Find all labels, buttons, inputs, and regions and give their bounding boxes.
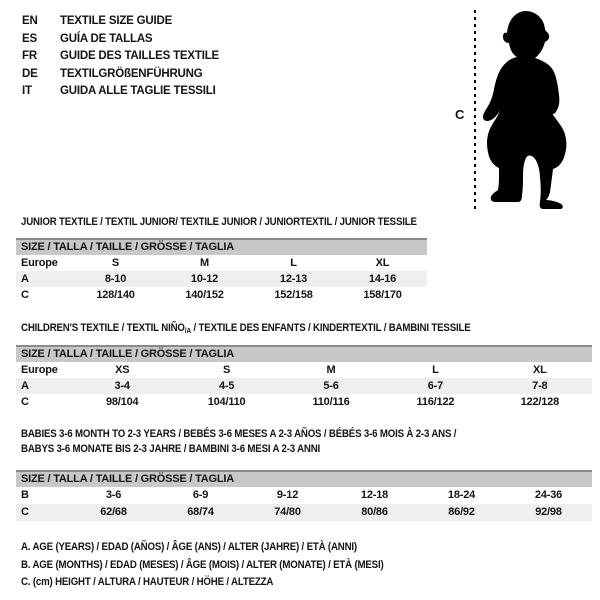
- row-label: C: [21, 396, 29, 408]
- table-cell: 68/74: [187, 506, 214, 518]
- table-cell: 3-6: [105, 489, 122, 501]
- table-cell: 6-7: [427, 380, 444, 392]
- table-row: [16, 394, 592, 410]
- language-code: FR: [22, 50, 37, 62]
- size-header-row: [16, 472, 592, 487]
- babies-table-title-line1: BABIES 3-6 MONTH TO 2-3 YEARS / BEBÉS 3-6 MESES A 2-3 AÑOS / BÉBÉS 3-6 MOIS À 2-3 ANS /: [21, 428, 457, 440]
- table-cell: 128/140: [96, 289, 135, 301]
- height-measure-dashed-line: [474, 10, 476, 211]
- footnote-c: [21, 574, 433, 592]
- table-cell: S: [223, 364, 231, 376]
- measure-c-label: C: [455, 107, 465, 122]
- table-cell: 86/92: [448, 506, 475, 518]
- table-cell: 6-9: [192, 489, 209, 501]
- table-cell: 104/110: [207, 396, 246, 408]
- children-table-title-text: [21, 321, 471, 338]
- table-row: [16, 287, 427, 303]
- size-header-label: SIZE / TALLA / TAILLE / GRÖSSE / TAGLIA: [21, 241, 235, 253]
- table-row: [16, 362, 592, 378]
- table-cell: L: [432, 364, 439, 376]
- guide-title: TEXTILE SIZE GUIDE: [60, 15, 173, 27]
- table-cell: 12-18: [360, 489, 389, 501]
- language-code: ES: [22, 32, 37, 45]
- language-title-block: [22, 13, 219, 101]
- table-cell: 116/122: [416, 396, 455, 408]
- table-cell: 158/170: [363, 289, 402, 301]
- footnote-b-text: B. AGE (MONTHS) / EDAD (MESES) / ÂGE (MOIS) / ALTER (MONATE) / ETÀ (MESI): [21, 558, 384, 571]
- table-cell: 4-5: [218, 380, 235, 392]
- language-code: IT: [22, 85, 32, 97]
- row-label: Europe: [21, 364, 58, 376]
- language-row-es: [22, 31, 219, 49]
- language-code: EN: [22, 15, 38, 27]
- babies-table-title: [21, 427, 516, 457]
- table-cell: 80/86: [361, 506, 388, 518]
- table-cell: XL: [375, 257, 390, 269]
- children-table-body: [16, 362, 592, 410]
- table-cell: 9-12: [276, 489, 299, 501]
- children-table-title: [21, 321, 532, 338]
- table-row: [16, 504, 592, 521]
- babies-table-title-line2: BABYS 3-6 MONATE BIS 2-3 JAHRE / BAMBINI 3-6 MESI A 2-3 ANNI: [21, 443, 321, 455]
- table-cell: 7-8: [532, 380, 548, 392]
- table-cell: 140/152: [185, 289, 224, 301]
- row-label: A: [21, 380, 29, 392]
- language-row-it: [22, 83, 219, 101]
- footnote-a-text: A. AGE (YEARS) / EDAD (AÑOS) / ÂGE (ANS) / ALTER (JAHRE) / ETÀ (ANNI): [21, 541, 357, 553]
- row-label: B: [21, 489, 29, 501]
- children-title-post: / TEXTILE DES ENFANTS / KINDERTEXTIL / BAMBINI TESSILE: [191, 322, 471, 334]
- language-row-fr: [22, 48, 219, 66]
- junior-size-table: [16, 238, 427, 303]
- row-label: C: [21, 506, 29, 518]
- size-header-label: SIZE / TALLA / TAILLE / GRÖSSE / TAGLIA: [21, 473, 235, 485]
- footnote-c-text: C. (cm) HEIGHT / ALTURA / HAUTEUR / HÖHE / ALTEZZA: [21, 576, 274, 588]
- table-row: [16, 271, 427, 287]
- junior-table-body: [16, 255, 427, 303]
- table-cell: 10-12: [190, 273, 219, 285]
- table-cell: 74/80: [274, 506, 301, 518]
- table-cell: 5-6: [323, 380, 339, 392]
- language-code: DE: [22, 67, 38, 80]
- table-cell: 3-4: [114, 380, 130, 392]
- table-cell: XS: [115, 364, 130, 376]
- row-label: A: [21, 273, 29, 285]
- table-row: [16, 378, 592, 394]
- table-cell: 98/104: [105, 396, 139, 408]
- footnote-b: [21, 557, 433, 575]
- table-cell: 18-24: [447, 489, 476, 501]
- guide-title: TEXTILGRÖßENFÜHRUNG: [60, 67, 203, 80]
- table-cell: 122/128: [520, 396, 560, 408]
- babies-table-body: [16, 487, 592, 521]
- table-row: [16, 487, 592, 504]
- guide-title: GUIDA ALLE TAGLIE TESSILI: [60, 85, 216, 97]
- table-cell: 110/116: [312, 396, 350, 408]
- toddler-silhouette-icon: [482, 10, 570, 212]
- junior-table-title: [21, 215, 471, 230]
- table-cell: 14-16: [368, 273, 397, 285]
- guide-title: GUÍA DE TALLAS: [60, 32, 153, 45]
- size-header-label: SIZE / TALLA / TAILLE / GRÖSSE / TAGLIA: [21, 348, 235, 360]
- children-title-sub: /A: [184, 326, 192, 335]
- row-label: Europe: [21, 257, 58, 269]
- table-cell: 92/98: [535, 506, 562, 518]
- table-cell: 62/68: [100, 506, 127, 518]
- language-row-de: [22, 66, 219, 84]
- size-header-row: [16, 347, 592, 362]
- table-cell: XL: [533, 364, 547, 376]
- table-cell: 12-13: [279, 273, 308, 285]
- table-cell: L: [290, 257, 297, 269]
- legend-footnotes: [21, 539, 433, 592]
- table-row: [16, 255, 427, 271]
- babies-size-table: [16, 470, 592, 521]
- table-cell: M: [200, 257, 209, 269]
- table-cell: 24-36: [534, 489, 563, 501]
- table-cell: S: [111, 257, 120, 269]
- table-cell: 8-10: [104, 273, 127, 285]
- height-measure-figure: [452, 8, 592, 220]
- table-cell: M: [326, 364, 336, 376]
- row-label: C: [21, 289, 29, 301]
- language-row-en: [22, 13, 219, 31]
- children-size-table: [16, 345, 592, 410]
- children-title-pre: CHILDREN'S TEXTILE / TEXTIL NIÑO: [21, 322, 185, 334]
- junior-table-title-text: JUNIOR TEXTILE / TEXTIL JUNIOR/ TEXTILE JUNIOR / JUNIORTEXTIL / JUNIOR TESSILE: [21, 216, 417, 228]
- size-header-row: [16, 240, 427, 255]
- table-cell: 152/158: [274, 289, 313, 301]
- footnote-a: [21, 539, 433, 557]
- guide-title: GUIDE DES TAILLES TEXTILE: [60, 50, 219, 62]
